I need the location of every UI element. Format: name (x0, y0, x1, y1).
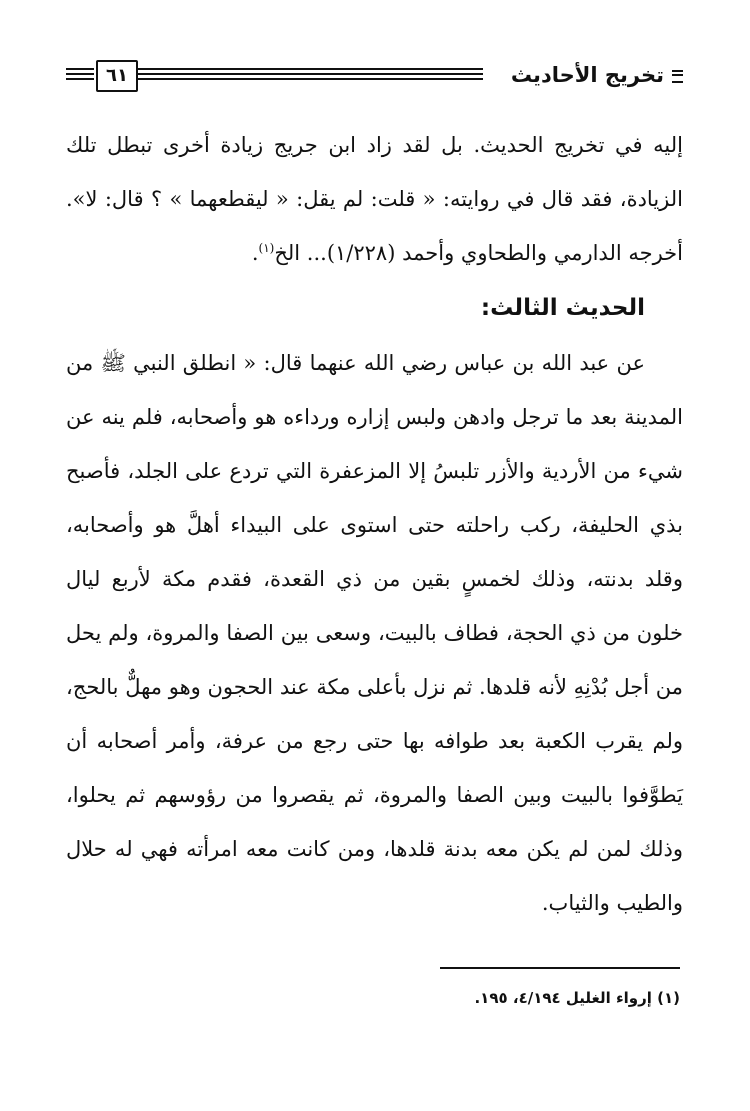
continuation-text: إليه في تخريج الحديث. بل لقد زاد ابن جريج زيادة أخرى تبطل تلك الزيادة، فقد قال في روايته: « قلت: لم يقل: « ليقطعهما » ؟ قال: لا». أخرجه الدارمي والطحاوي وأحمد (١/٢٢٨)... الخ (66, 133, 683, 265)
header-bullet-icon (672, 70, 683, 83)
footnote-divider (440, 967, 680, 969)
hadith-paragraph: عن عبد الله بن عباس رضي الله عنهما قال: « انطلق النبي ﷺ من المدينة بعد ما ترجل وادهن ولبس إزاره ورداءه هو وأصحابه، فلم ينه عن شيء من الأردية والأزر تلبسُ إلا المزعفرة التي تردع على الجلد، فأصبح بذي الحليفة، ركب راحلته حتى استوى على البيداء أهلَّ هو وأصحابه، وقلد بدنته، وذلك لخمسٍ بقين من ذي القعدة، فقدم مكة لأربع ليال خلون من ذي الحجة، فطاف بالبيت، وسعى بين الصفا والمروة، ولم يحل من أجل بُدْنِهِ لأنه قلدها. ثم نزل بأعلى مكة عند الحجون وهو مهلٌّ بالحج، ولم يقرب الكعبة بعد طوافه بها حتى رجع من عرفة، وأمر أصحابه أن يَطوَّفوا بالبيت وبين الصفا والمروة، ثم يقصروا من رؤوسهم ثم يحلوا، وذلك لمن لم يكن معه بدنة قلدها، ومن كانت معه امرأته فهي له حلال والطيب والثياب. (66, 351, 683, 915)
header-rule-decoration (136, 68, 483, 80)
running-header-title (511, 60, 683, 90)
section-heading: الحديث الثالث: (480, 295, 645, 321)
running-header (66, 60, 683, 90)
page-number: ٦١ (96, 60, 138, 92)
continuation-paragraph (66, 118, 683, 280)
footnote-item: (١) إرواء الغليل ٤/١٩٤، ١٩٥. (474, 989, 680, 1007)
page-body (66, 118, 683, 930)
footnote-reference[interactable]: (١) (258, 241, 275, 255)
continuation-end: . (251, 241, 259, 265)
header-rule-decoration-left (66, 68, 94, 80)
header-title-text: تخريج الأحاديث (510, 63, 664, 87)
